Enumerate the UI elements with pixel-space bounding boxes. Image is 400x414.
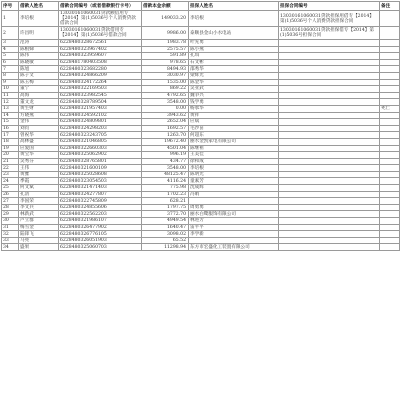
cell-note [380,79,400,86]
cell-guarantee-contract: 13030161060031贷款担保用借专【2014】第(1)5036号个人消费贷款担保合同 [279,11,380,27]
cell-guarantee-contract [279,204,380,211]
table-body [2,11,400,251]
cell-guarantee-contract [279,185,380,192]
cell-guarantor-name: 冯娟 [189,191,279,198]
cell-amount: 3943.62 [142,112,189,119]
cell-seq: 17 [2,132,19,139]
cell-note [380,40,400,47]
cell-borrower-name: 方晓燕 [19,112,59,119]
cell-contract-no: 6228480324866209 [59,72,142,79]
col-header-seq: 序号 [2,2,19,11]
cell-contract-no: 6228480328789504 [59,99,142,106]
cell-guarantee-contract [279,92,380,99]
cell-guarantee-contract [279,224,380,231]
cell-seq: 32 [2,231,19,238]
table-row [2,198,400,205]
cell-note [380,185,400,192]
cell-borrower-name: 范涛 [19,40,59,47]
cell-guarantor-name: 叶先勇 [189,40,279,47]
cell-guarantee-contract [279,112,380,119]
cell-contract-no: 6228480325060703 [59,244,142,251]
cell-guarantee-contract [279,178,380,185]
col-header-contract: 借款合同编号（或者借款银行卡号） [59,2,142,11]
cell-amount: 1535.00 [142,79,189,86]
cell-seq: 11 [2,92,19,99]
cell-seq: 14 [2,112,19,119]
cell-note [380,152,400,159]
cell-note [380,99,400,106]
cell-guarantor-name: 毛沙苗 [189,125,279,132]
cell-borrower-name: 季霞 [19,178,59,185]
cell-note [380,178,400,185]
cell-amount: 48125.47 [142,171,189,178]
cell-amount: 65.52 [142,237,189,244]
cell-note [380,198,400,205]
cell-amount: 19672.40 [142,138,189,145]
cell-borrower-name: 金伟 [19,119,59,126]
cell-note [380,211,400,218]
cell-borrower-name: 黄雅 [19,171,59,178]
cell-amount: 3098.02 [142,231,189,238]
cell-contract-no: 6228480324172264 [59,79,142,86]
cell-guarantor-name: 李学新 [189,231,279,238]
cell-guarantor-name: 邵秀华 [189,66,279,73]
cell-amount: 1797.75 [142,204,189,211]
cell-seq: 5 [2,53,19,60]
table-row [2,178,400,185]
cell-seq: 20 [2,152,19,159]
cell-amount: 978.65 [142,59,189,66]
cell-seq: 28 [2,204,19,211]
cell-borrower-name: 李培根 [19,11,59,27]
cell-borrower-name: 王伟 [19,165,59,172]
cell-note [380,218,400,225]
cell-guarantor-name: 梁辉光 [189,72,279,79]
cell-guarantee-contract [279,46,380,53]
table-row [2,46,400,53]
cell-seq: 22 [2,165,19,172]
cell-guarantor-name: 东方市宏盛化工装置有限公司 [189,244,279,251]
table-row [2,99,400,106]
cell-guarantee-contract [279,119,380,126]
cell-guarantee-contract [279,59,380,66]
cell-amount: 996.19 [142,152,189,159]
cell-seq: 21 [2,158,19,165]
cell-contract-no: 6228480322660303 [59,145,142,152]
cell-note [380,53,400,60]
cell-note [380,145,400,152]
cell-amount: 2575.57 [142,46,189,53]
cell-borrower-name: 马亮 [19,237,59,244]
cell-guarantee-contract: 13030161060031贷款担保借专【2014】第(1)5036号担保合同 [279,27,380,40]
cell-guarantor-name: 雷平平 [189,224,279,231]
cell-note [380,112,400,119]
table-row [2,165,400,172]
cell-borrower-name: 何文斌 [19,185,59,192]
cell-guarantor-name: 应斌 [189,119,279,126]
cell-borrower-name: 刘钧 [19,125,59,132]
cell-note [380,171,400,178]
cell-borrower-name: 高海 [19,92,59,99]
cell-guarantor-name: 黄祥 [189,112,279,119]
cell-amount: 591.89 [142,53,189,60]
cell-seq: 6 [2,59,19,66]
cell-guarantor-name: 钱学勇 [189,99,279,106]
loan-table-sheet [1,1,399,413]
cell-borrower-name: 孔清 [19,191,59,198]
cell-borrower-name: 陈子文 [19,72,59,79]
cell-seq: 27 [2,198,19,205]
cell-seq: 12 [2,99,19,106]
cell-note [380,46,400,53]
cell-seq: 29 [2,211,19,218]
col-header-guarantee-contract: 担保合同编号 [279,2,380,11]
cell-seq: 19 [2,145,19,152]
cell-amount: 1640.47 [142,224,189,231]
col-header-note: 备注 [380,2,400,11]
cell-guarantor-name: 王美佳 [189,152,279,159]
cell-contract-no: 6228480326776105 [59,231,142,238]
cell-amount: 4116.24 [142,178,189,185]
cell-borrower-name: 许昌明 [19,27,59,40]
table-row [2,72,400,79]
cell-guarantee-contract [279,237,380,244]
cell-amount: 8494.93 [142,66,189,73]
cell-borrower-name: 陈旭 [19,66,59,73]
cell-amount: 1263.70 [142,132,189,139]
cell-note [380,66,400,73]
table-row [2,27,400,40]
cell-borrower-name: 梅雪金 [19,224,59,231]
cell-note [380,125,400,132]
cell-contract-no: 6228480321046805 [59,138,142,145]
cell-amount: 9986.00 [142,27,189,40]
cell-borrower-name: 陆锋飞 [19,231,59,238]
cell-guarantor-name: 陈金华 [189,79,279,86]
table-row [2,218,400,225]
cell-guarantee-contract [279,165,380,172]
cell-amount: 3030.97 [142,72,189,79]
cell-guarantee-contract [279,125,380,132]
table-row [2,53,400,60]
cell-guarantor-name: 石文彬 [189,59,279,66]
cell-guarantee-contract [279,53,380,60]
cell-seq: 1 [2,11,19,27]
table-row [2,112,400,119]
cell-amount: 2652.04 [142,119,189,126]
cell-borrower-name: 黄宝华 [19,152,59,159]
cell-note [380,165,400,172]
cell-amount: 0.00 [142,105,189,112]
cell-borrower-name: 高林盛 [19,138,59,145]
table-row [2,119,400,126]
cell-contract-no: 6228480324298203 [59,125,142,132]
cell-guarantor-name: 童素芳 [189,178,279,185]
cell-borrower-name: 卢立群 [19,218,59,225]
cell-contract-no: 6228480323054503 [59,178,142,185]
cell-contract-no: 6228480323967402 [59,46,142,53]
table-row [2,211,400,218]
cell-amount: 3548.00 [142,165,189,172]
cell-note [380,132,400,139]
cell-guarantee-contract [279,72,380,79]
cell-borrower-name: 李文兵 [19,204,59,211]
cell-guarantor-name: 何超东 [189,132,279,139]
cell-borrower-name: 陈玉梅 [19,79,59,86]
cell-contract-no: 6228480321600109 [59,165,142,172]
cell-guarantor-name: 吴亚武 [189,86,279,93]
cell-seq: 31 [2,224,19,231]
cell-seq: 24 [2,178,19,185]
cell-contract-no: 6228480326051903 [59,237,142,244]
cell-contract-no: 6228481780403508 [59,59,142,66]
cell-amount: 1702.23 [142,191,189,198]
cell-borrower-name: 曾祝华 [19,132,59,139]
cell-guarantor-name: 丽水白鹭服饰有限公司 [189,211,279,218]
cell-contract-no: 6228480324855606 [59,204,142,211]
cell-note [380,204,400,211]
table-row [2,224,400,231]
cell-guarantor-name [189,198,279,205]
cell-contract-no: 6228480326477902 [59,224,142,231]
cell-note [380,237,400,244]
cell-guarantee-contract [279,40,380,47]
cell-guarantor-name: 丽水金凯家电有限公司 [189,138,279,145]
cell-guarantee-contract [279,191,380,198]
cell-guarantor-name: 沈成辉 [189,185,279,192]
cell-guarantee-contract [279,86,380,93]
table-row [2,92,400,99]
cell-guarantee-contract [279,211,380,218]
cell-guarantee-contract [279,99,380,106]
cell-guarantee-contract [279,138,380,145]
cell-contract-no: 13030161060031贷款借用专【2014】第(1)5036号借款合同 [59,27,142,40]
table-row [2,125,400,132]
cell-amount: 149033.20 [142,11,189,27]
cell-amount: 434.77 [142,158,189,165]
cell-guarantor-name: 魏争兴 [189,92,279,99]
cell-contract-no: 13030161060031贷款额借用专【2014】第(1)5036号个人消费贷款借款合同 [59,11,142,27]
cell-guarantor-name: 杨承华 [189,105,279,112]
cell-guarantee-contract [279,105,380,112]
cell-guarantor-name: 陈明光 [189,171,279,178]
table-row [2,152,400,159]
cell-borrower-name: 陈伟 [19,53,59,60]
cell-note [380,72,400,79]
cell-amount: 4501.04 [142,145,189,152]
cell-seq: 34 [2,244,19,251]
cell-seq: 13 [2,105,19,112]
cell-guarantee-contract [279,244,380,251]
col-header-borrower: 借款人姓名 [19,2,59,11]
col-header-amount: 借款本金余额 [142,2,189,11]
cell-note [380,11,400,27]
cell-seq: 7 [2,66,19,73]
table-row [2,66,400,73]
table-row [2,145,400,152]
cell-amount: 4949.54 [142,218,189,225]
cell-note [380,86,400,93]
cell-guarantee-contract [279,152,380,159]
cell-amount: 869.22 [142,86,189,93]
cell-guarantee-contract [279,145,380,152]
cell-borrower-name: 董文龙 [19,99,59,106]
cell-note [380,191,400,198]
table-row [2,132,400,139]
cell-amount: 775.98 [142,185,189,192]
cell-amount: 11298.94 [142,244,189,251]
cell-borrower-name: 黄生财 [19,105,59,112]
cell-note [380,158,400,165]
cell-seq: 2 [2,27,19,40]
table-row [2,11,400,27]
cell-note [380,224,400,231]
cell-contract-no: 6228480321471403 [59,185,142,192]
cell-seq: 3 [2,40,19,47]
cell-seq: 4 [2,46,19,53]
cell-borrower-name: 吴秀芬 [19,158,59,165]
cell-note [380,244,400,251]
cell-guarantee-contract [279,198,380,205]
cell-seq: 9 [2,79,19,86]
cell-contract-no: 6228480322562203 [59,211,142,218]
loan-table [1,1,400,251]
cell-contract-no: 6228480325028608 [59,171,142,178]
table-row [2,59,400,66]
table-row [2,231,400,238]
cell-seq: 33 [2,237,19,244]
cell-contract-no: 6228480323959607 [59,53,142,60]
cell-seq: 16 [2,125,19,132]
cell-guarantee-contract [279,79,380,86]
cell-contract-no: 6228480325062902 [59,152,142,159]
cell-guarantor-name: 陈继祖 [189,145,279,152]
cell-guarantee-contract [279,132,380,139]
table-row [2,237,400,244]
table-row [2,138,400,145]
table-row [2,158,400,165]
cell-guarantor-name: 泰顺县金山小水电站 [189,27,279,40]
cell-note [380,138,400,145]
cell-guarantee-contract [279,66,380,73]
cell-borrower-name: 李国荣 [19,198,59,205]
cell-amount: 3548.00 [142,99,189,106]
cell-note [380,59,400,66]
cell-note [380,27,400,40]
cell-contract-no: 6228480324809801 [59,119,142,126]
cell-guarantee-contract [279,231,380,238]
cell-seq: 30 [2,218,19,225]
cell-guarantee-contract [279,171,380,178]
cell-seq: 8 [2,72,19,79]
cell-note [380,92,400,99]
cell-note: 死亡 [380,105,400,112]
cell-guarantor-name: 孔琪 [189,53,279,60]
cell-note [380,119,400,126]
cell-amount: 1983.78 [142,40,189,47]
table-row [2,105,400,112]
cell-guarantor-name: 林进芳 [189,218,279,225]
cell-contract-no: 6228480322745809 [59,198,142,205]
cell-borrower-name: 董宁 [19,86,59,93]
table-row [2,79,400,86]
cell-borrower-name: 陈晓敏 [19,59,59,66]
table-row [2,185,400,192]
cell-guarantor-name [189,237,279,244]
cell-amount: 628.21 [142,198,189,205]
cell-contract-no: 6228480328765801 [59,158,142,165]
cell-contract-no: 6228480323243705 [59,132,142,139]
table-row [2,86,400,93]
cell-seq: 18 [2,138,19,145]
cell-contract-no: 6228480321957403 [59,105,142,112]
cell-seq: 23 [2,171,19,178]
table-row [2,244,400,251]
cell-seq: 15 [2,119,19,126]
cell-contract-no: 6228480324277807 [59,191,142,198]
cell-contract-no: 6228480328672561 [59,40,142,47]
cell-seq: 10 [2,86,19,93]
cell-guarantee-contract [279,158,380,165]
cell-guarantee-contract [279,218,380,225]
table-row [2,204,400,211]
cell-borrower-name: 林新武 [19,211,59,218]
header-row [2,2,400,11]
cell-contract-no: 6228480323682280 [59,66,142,73]
cell-contract-no: 6228480322169503 [59,86,142,93]
cell-amount: 4792.65 [142,92,189,99]
col-header-guarantor: 担保人姓名 [189,2,279,11]
cell-borrower-name: 应爱国 [19,145,59,152]
cell-contract-no: 6228480324592102 [59,112,142,119]
cell-borrower-name: 陈根娣 [19,46,59,53]
cell-borrower-name: 盛果 [19,244,59,251]
cell-contract-no: 6228480321986107 [59,218,142,225]
cell-amount: 3772.70 [142,211,189,218]
cell-seq: 25 [2,185,19,192]
cell-guarantor-name: 李培根 [189,165,279,172]
cell-guarantor-name: 徐和成 [189,158,279,165]
cell-guarantor-name: 陈小燕 [189,46,279,53]
cell-note [380,231,400,238]
cell-guarantor-name: 周勇勇 [189,204,279,211]
table-row [2,171,400,178]
cell-contract-no: 6228480323982545 [59,92,142,99]
cell-seq: 26 [2,191,19,198]
cell-amount: 1692.57 [142,125,189,132]
table-row [2,191,400,198]
cell-guarantor-name: 李培根 [189,11,279,27]
table-row [2,40,400,47]
